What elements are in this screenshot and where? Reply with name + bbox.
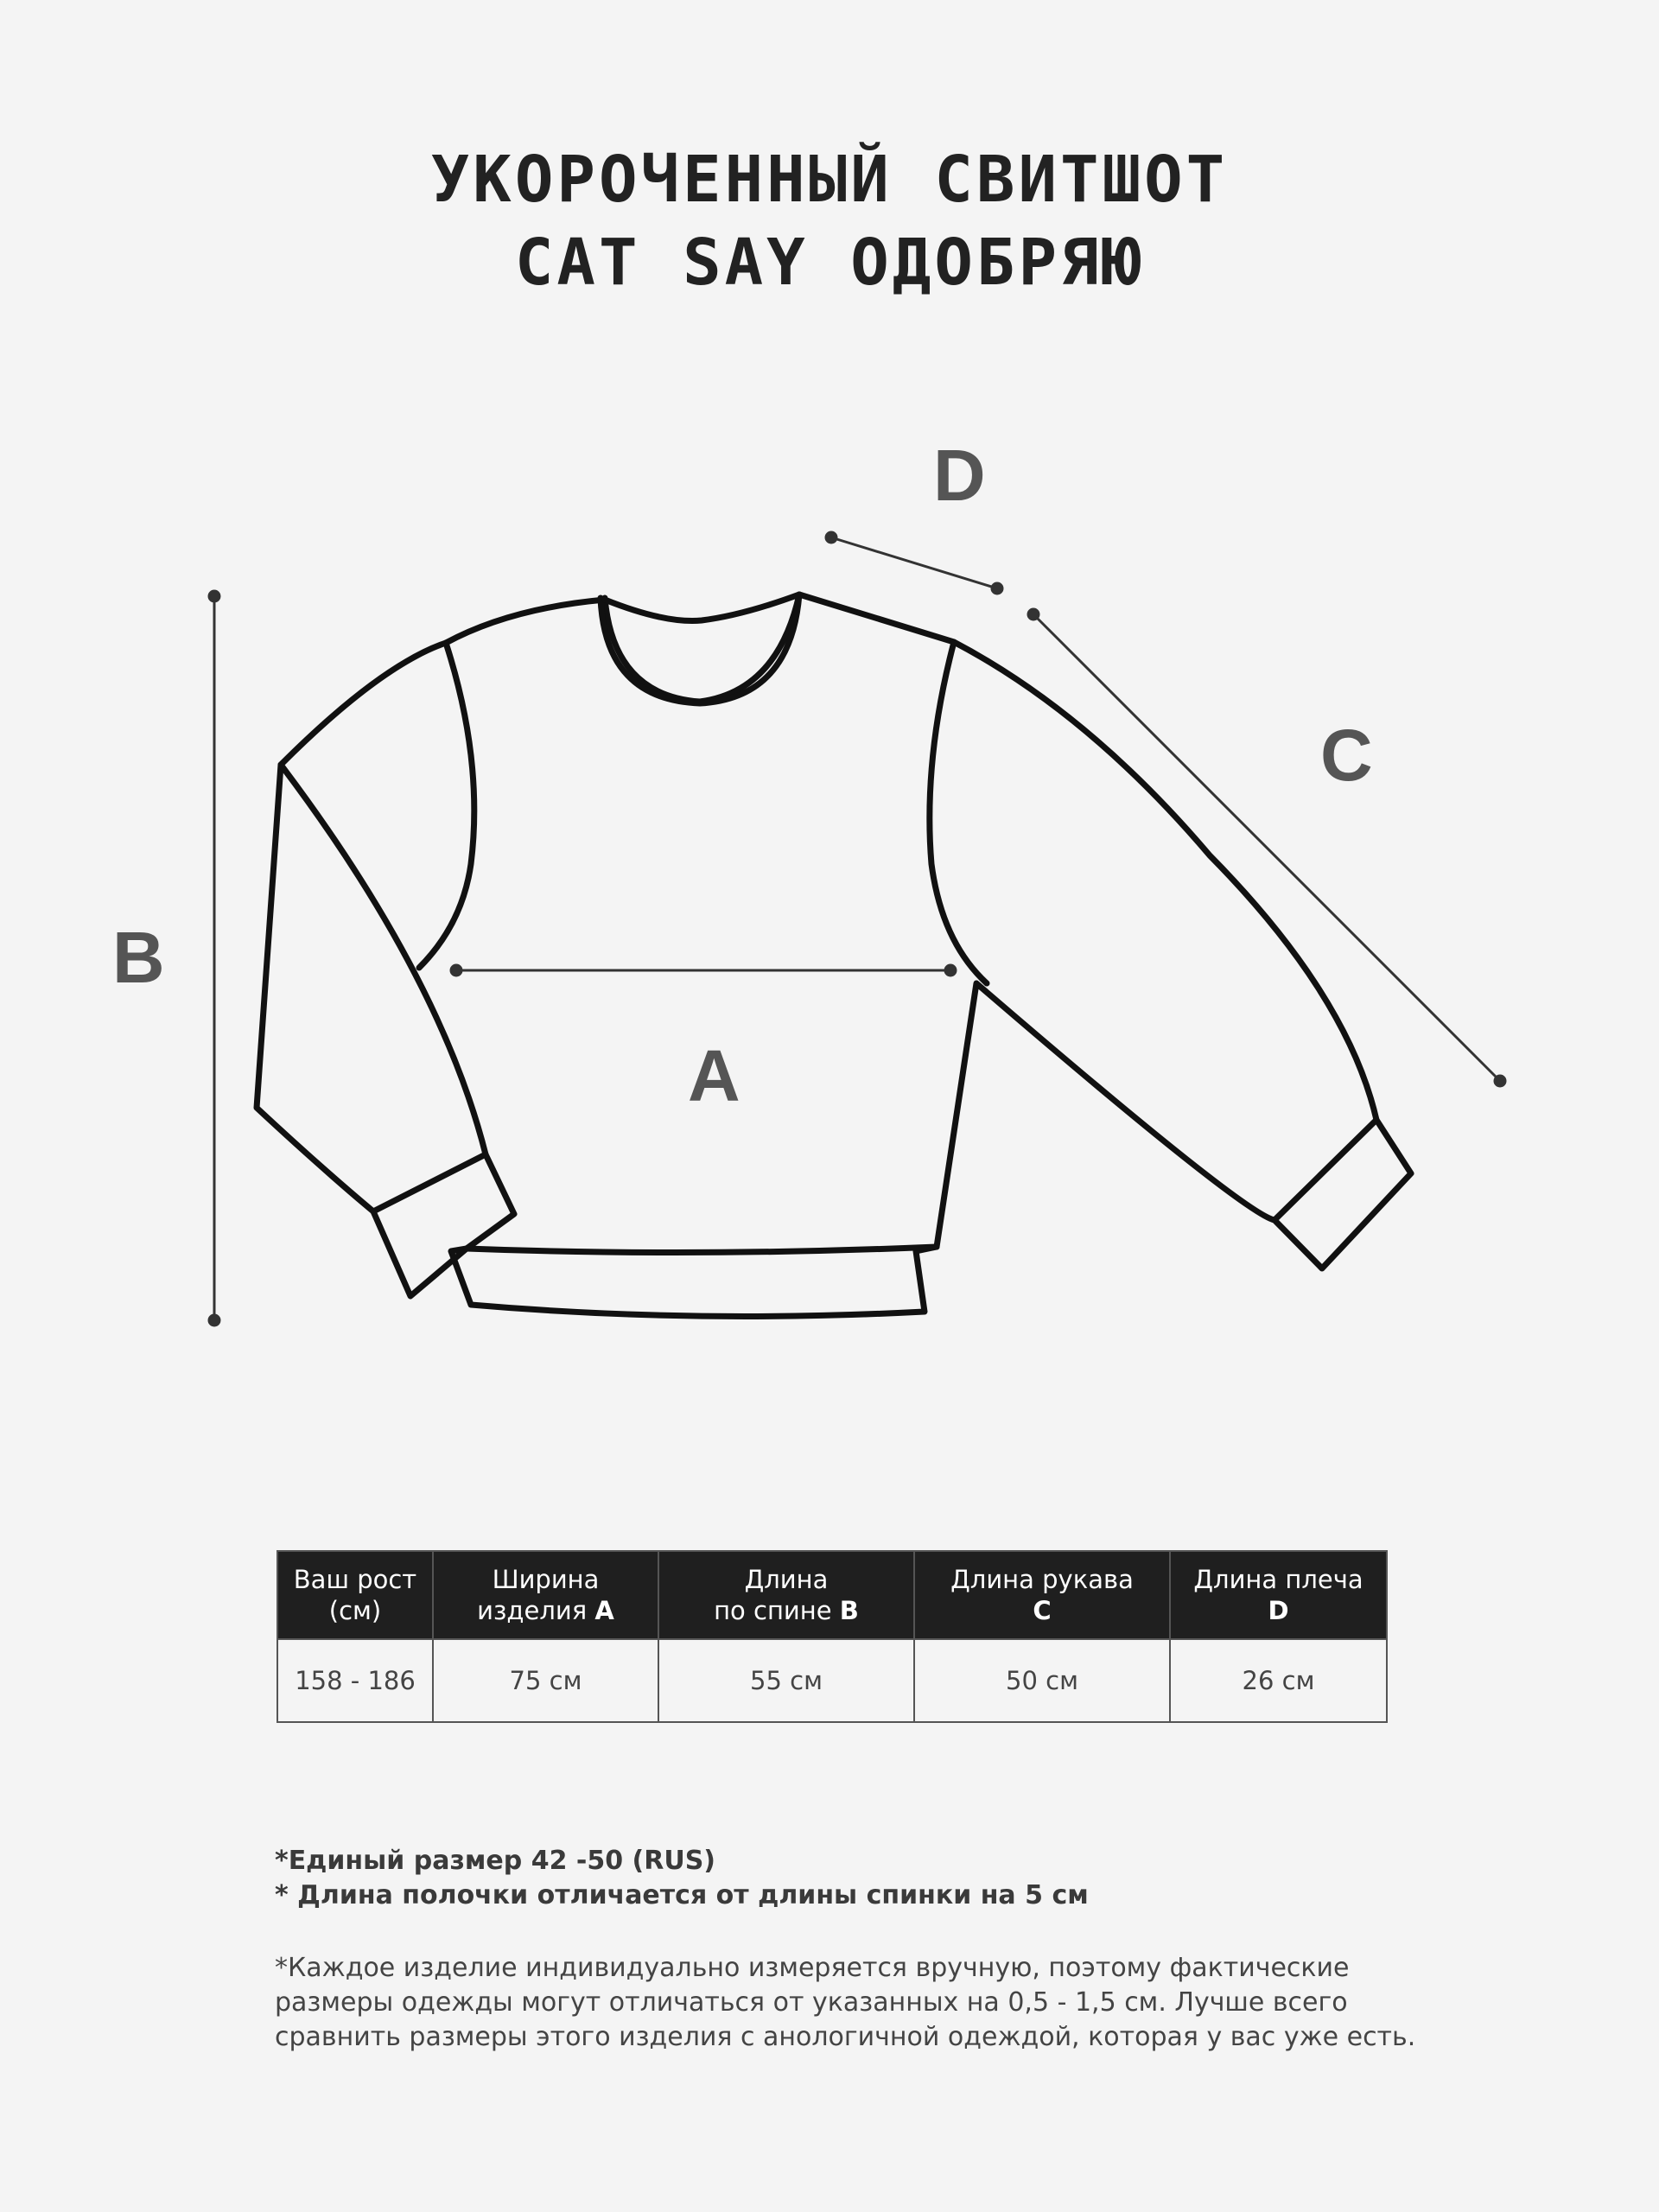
label-c: C — [1320, 715, 1373, 796]
cell-width: 75 см — [433, 1639, 658, 1722]
note-front-length: * Длина полочки отличается от длины спинки на 5 см — [275, 1880, 1089, 1910]
measure-dot — [1495, 1076, 1505, 1086]
title-line-2: CAT SAY ОДОБРЯЮ — [514, 226, 1145, 300]
header-height: Ваш рост (см) — [277, 1551, 433, 1639]
header-shoulder-length: Длина плеча D — [1170, 1551, 1387, 1639]
header-sleeve-length: Длина рукава C — [914, 1551, 1170, 1639]
left-cuff — [373, 1154, 514, 1249]
label-a: A — [688, 1035, 741, 1116]
right-armhole-seam — [930, 642, 987, 983]
table-header-row — [277, 1551, 1387, 1639]
title-line-1: УКОРОЧЕННЫЙ СВИТШОТ — [430, 143, 1229, 217]
size-notes — [275, 1844, 1424, 1913]
cell-sleeve-length: 50 см — [914, 1639, 1170, 1722]
cell-shoulder-length: 26 см — [1170, 1639, 1387, 1722]
measurement-disclaimer: *Каждое изделие индивидуально измеряется вручную, поэтому фактические размеры одежды могут отличаться от указанных на 0,5 - 1,5 см. Лучше всего сравнить размеры этого изделия с анологичной одеждой, которая у вас уже есть. — [275, 1953, 1416, 2052]
measure-dot — [992, 583, 1002, 594]
measure-dot — [209, 1315, 219, 1325]
measure-dot — [209, 591, 219, 601]
cell-back-length: 55 см — [658, 1639, 914, 1722]
measure-line-d — [831, 537, 997, 588]
table-row — [277, 1639, 1387, 1722]
size-table — [276, 1550, 1388, 1723]
header-back-length: Длина по спине B — [658, 1551, 914, 1639]
left-inner-sleeve — [281, 765, 486, 1154]
header-width: Ширина изделия A — [433, 1551, 658, 1639]
measure-dot — [451, 965, 461, 976]
right-cuff-seam — [1274, 1120, 1376, 1220]
left-armhole-seam — [419, 643, 474, 968]
collar-top — [605, 594, 799, 621]
measure-dot — [945, 965, 956, 976]
label-d: D — [933, 435, 986, 516]
measure-line-c — [1033, 614, 1500, 1081]
cell-height: 158 - 186 — [277, 1639, 433, 1722]
note-one-size: *Единый размер 42 -50 (RUS) — [275, 1846, 716, 1876]
measure-dot — [826, 532, 836, 543]
label-b: B — [112, 917, 165, 998]
measure-dot — [1028, 609, 1039, 620]
waistband-seam — [467, 1247, 937, 1253]
